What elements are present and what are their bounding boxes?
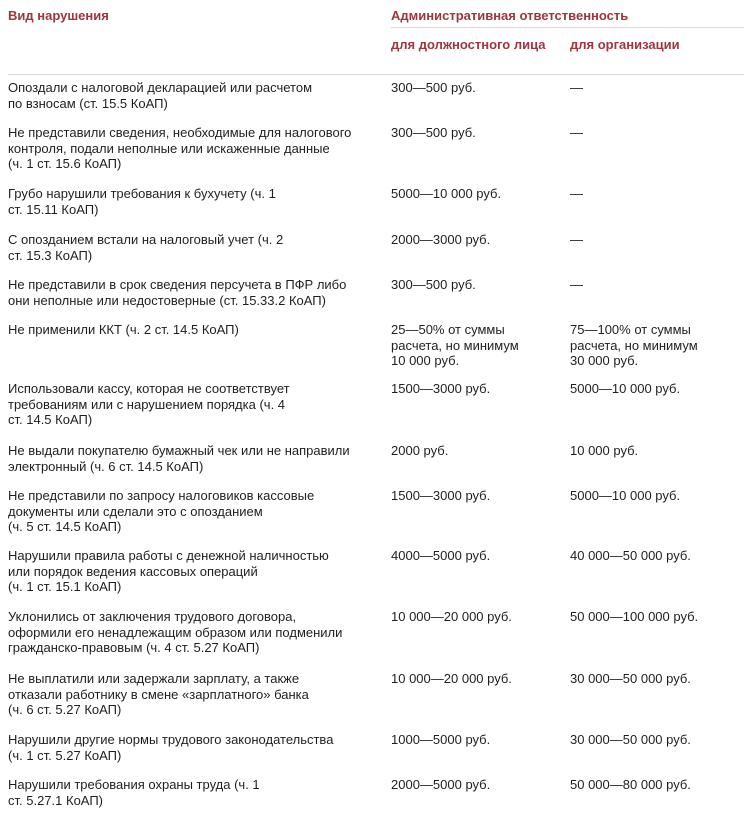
organization-penalty-cell bbox=[570, 381, 744, 397]
organization-penalty-cell bbox=[570, 322, 744, 369]
violation-cell bbox=[8, 548, 380, 595]
organization-penalty-cell-line: 30 000—50 000 руб. bbox=[570, 732, 691, 747]
organization-penalty-cell bbox=[570, 125, 744, 141]
violation-cell-line: ст. 15.3 КоАП) bbox=[8, 247, 93, 263]
official-penalty-cell bbox=[391, 80, 561, 96]
official-penalty-cell-line: 5000—10 000 руб. bbox=[391, 186, 502, 201]
header-violation: Вид нарушения bbox=[8, 8, 109, 23]
violation-cell-line: Не представили по запросу налоговиков кассовые bbox=[8, 488, 315, 503]
violation-cell-line: контроля, подали неполные или искаженные данные bbox=[8, 140, 330, 156]
violation-cell bbox=[8, 732, 380, 763]
official-penalty-cell bbox=[391, 671, 561, 687]
official-penalty-cell-line: 2000—3000 руб. bbox=[391, 232, 491, 247]
violation-cell-line: С опозданием встали на налоговый учет (ч. 2 bbox=[8, 232, 284, 247]
official-penalty-cell bbox=[391, 381, 561, 397]
official-penalty-cell-line: 2000 руб. bbox=[391, 443, 449, 458]
organization-penalty-cell-line: — bbox=[570, 232, 583, 247]
violation-cell-line: Использовали кассу, которая не соответствует bbox=[8, 381, 290, 396]
official-penalty-cell-line: 300—500 руб. bbox=[391, 277, 476, 292]
violation-cell bbox=[8, 125, 380, 172]
violation-cell-line: отказали работнику в смене «зарплатного» банка bbox=[8, 686, 309, 702]
official-penalty-cell bbox=[391, 548, 561, 564]
violation-cell bbox=[8, 322, 380, 338]
violation-cell bbox=[8, 232, 380, 263]
violation-cell-line: Уклонились от заключения трудового договора, bbox=[8, 609, 297, 624]
violation-cell-line: Нарушили требования охраны труда (ч. 1 bbox=[8, 777, 260, 792]
organization-penalty-cell bbox=[570, 609, 744, 625]
violation-cell bbox=[8, 277, 380, 308]
violation-cell-line: Не применили ККТ (ч. 2 ст. 14.5 КоАП) bbox=[8, 322, 239, 337]
violation-cell bbox=[8, 609, 380, 656]
violation-cell bbox=[8, 381, 380, 428]
official-penalty-cell-line: 300—500 руб. bbox=[391, 80, 476, 95]
violation-cell-line: ст. 15.11 КоАП) bbox=[8, 201, 99, 217]
official-penalty-cell-line: расчета, но минимум bbox=[391, 337, 519, 353]
penalties-table bbox=[8, 0, 744, 808]
organization-penalty-cell-line: — bbox=[570, 186, 583, 201]
official-penalty-cell bbox=[391, 125, 561, 141]
violation-cell-line: Нарушили правила работы с денежной наличностью bbox=[8, 548, 329, 563]
violation-cell-line: электронный (ч. 6 ст. 14.5 КоАП) bbox=[8, 458, 204, 474]
official-penalty-cell bbox=[391, 609, 561, 625]
organization-penalty-cell-line: 50 000—100 000 руб. bbox=[570, 609, 699, 624]
violation-cell-line: Не выдали покупателю бумажный чек или не направили bbox=[8, 443, 350, 458]
organization-penalty-cell bbox=[570, 671, 744, 687]
violation-cell bbox=[8, 80, 380, 111]
official-penalty-cell bbox=[391, 186, 561, 202]
organization-penalty-cell-line: — bbox=[570, 80, 583, 95]
violation-cell-line: Грубо нарушили требования к бухучету (ч. 1 bbox=[8, 186, 276, 201]
violation-cell-line: Не представили в срок сведения персучета в ПФР либо bbox=[8, 277, 347, 292]
violation-cell-line: (ч. 5 ст. 14.5 КоАП) bbox=[8, 519, 122, 534]
organization-penalty-cell-line: 10 000 руб. bbox=[570, 443, 639, 458]
violation-cell-line: Нарушили другие нормы трудового законодательства bbox=[8, 732, 334, 747]
organization-penalty-cell-line: 75—100% от суммы bbox=[570, 322, 691, 337]
organization-penalty-cell bbox=[570, 443, 744, 459]
organization-penalty-cell-line: расчета, но минимум bbox=[570, 337, 698, 353]
violation-cell bbox=[8, 671, 380, 718]
organization-penalty-cell-line: 40 000—50 000 руб. bbox=[570, 548, 691, 563]
organization-penalty-cell bbox=[570, 488, 744, 504]
organization-penalty-cell-line: 30 000—50 000 руб. bbox=[570, 671, 691, 686]
official-penalty-cell-line: 1000—5000 руб. bbox=[391, 732, 491, 747]
official-penalty-cell-line: 4000—5000 руб. bbox=[391, 548, 491, 563]
organization-penalty-cell bbox=[570, 80, 744, 96]
violation-cell-line: Опоздали с налоговой декларацией или расчетом bbox=[8, 80, 313, 95]
violation-cell bbox=[8, 488, 380, 535]
official-penalty-cell bbox=[391, 232, 561, 248]
organization-penalty-cell-line: 50 000—80 000 руб. bbox=[570, 777, 691, 792]
violation-cell-line: или порядок ведения кассовых операций bbox=[8, 563, 258, 579]
organization-penalty-cell-line: 30 000 руб. bbox=[570, 353, 639, 368]
violation-cell bbox=[8, 186, 380, 217]
violation-cell bbox=[8, 777, 380, 808]
official-penalty-cell-line: 10 000 руб. bbox=[391, 353, 460, 368]
official-penalty-cell bbox=[391, 488, 561, 504]
header-admin-liability: Административная ответственность bbox=[391, 8, 629, 23]
official-penalty-cell bbox=[391, 777, 561, 793]
violation-cell-line: (ч. 6 ст. 5.27 КоАП) bbox=[8, 702, 122, 717]
violation-cell-line: документы или сделали это с опозданием bbox=[8, 503, 263, 519]
violation-cell-line: ст. 5.27.1 КоАП) bbox=[8, 792, 103, 808]
violation-cell-line: по взносам (ст. 15.5 КоАП) bbox=[8, 95, 168, 111]
official-penalty-cell bbox=[391, 443, 561, 459]
violation-cell-line: они неполные или недостоверные (ст. 15.33.2 КоАП) bbox=[8, 292, 326, 308]
official-penalty-cell bbox=[391, 322, 561, 369]
official-penalty-cell-line: 1500—3000 руб. bbox=[391, 381, 491, 396]
header-official: для должностного лица bbox=[391, 37, 546, 52]
official-penalty-cell-line: 300—500 руб. bbox=[391, 125, 476, 140]
organization-penalty-cell-line: 5000—10 000 руб. bbox=[570, 488, 681, 503]
organization-penalty-cell bbox=[570, 232, 744, 248]
official-penalty-cell-line: 1500—3000 руб. bbox=[391, 488, 491, 503]
organization-penalty-cell bbox=[570, 732, 744, 748]
organization-penalty-cell bbox=[570, 777, 744, 793]
header-divider bbox=[391, 27, 744, 28]
organization-penalty-cell-line: — bbox=[570, 277, 583, 292]
official-penalty-cell-line: 2000—5000 руб. bbox=[391, 777, 491, 792]
official-penalty-cell bbox=[391, 732, 561, 748]
violation-cell-line: Не выплатили или задержали зарплату, а также bbox=[8, 671, 300, 686]
table-header bbox=[8, 0, 744, 75]
violation-cell-line: требованиям или с нарушением порядка (ч. 4 bbox=[8, 396, 286, 412]
organization-penalty-cell bbox=[570, 277, 744, 293]
violation-cell-line: (ч. 1 ст. 15.6 КоАП) bbox=[8, 156, 122, 171]
header-organization: для организации bbox=[570, 37, 680, 52]
violation-cell-line: оформили его ненадлежащим образом или подменили bbox=[8, 624, 343, 640]
violation-cell-line: (ч. 1 ст. 15.1 КоАП) bbox=[8, 579, 122, 594]
violation-cell-line: ст. 14.5 КоАП) bbox=[8, 412, 93, 427]
organization-penalty-cell bbox=[570, 186, 744, 202]
violation-cell-line: (ч. 1 ст. 5.27 КоАП) bbox=[8, 747, 122, 763]
official-penalty-cell-line: 10 000—20 000 руб. bbox=[391, 609, 512, 624]
organization-penalty-cell-line: — bbox=[570, 125, 583, 140]
official-penalty-cell bbox=[391, 277, 561, 293]
violation-cell-line: гражданско-правовым (ч. 4 ст. 5.27 КоАП) bbox=[8, 640, 260, 655]
official-penalty-cell-line: 25—50% от суммы bbox=[391, 322, 505, 337]
organization-penalty-cell bbox=[570, 548, 744, 564]
official-penalty-cell-line: 10 000—20 000 руб. bbox=[391, 671, 512, 686]
violation-cell-line: Не представили сведения, необходимые для налогового bbox=[8, 125, 352, 140]
organization-penalty-cell-line: 5000—10 000 руб. bbox=[570, 381, 681, 396]
violation-cell bbox=[8, 443, 380, 474]
